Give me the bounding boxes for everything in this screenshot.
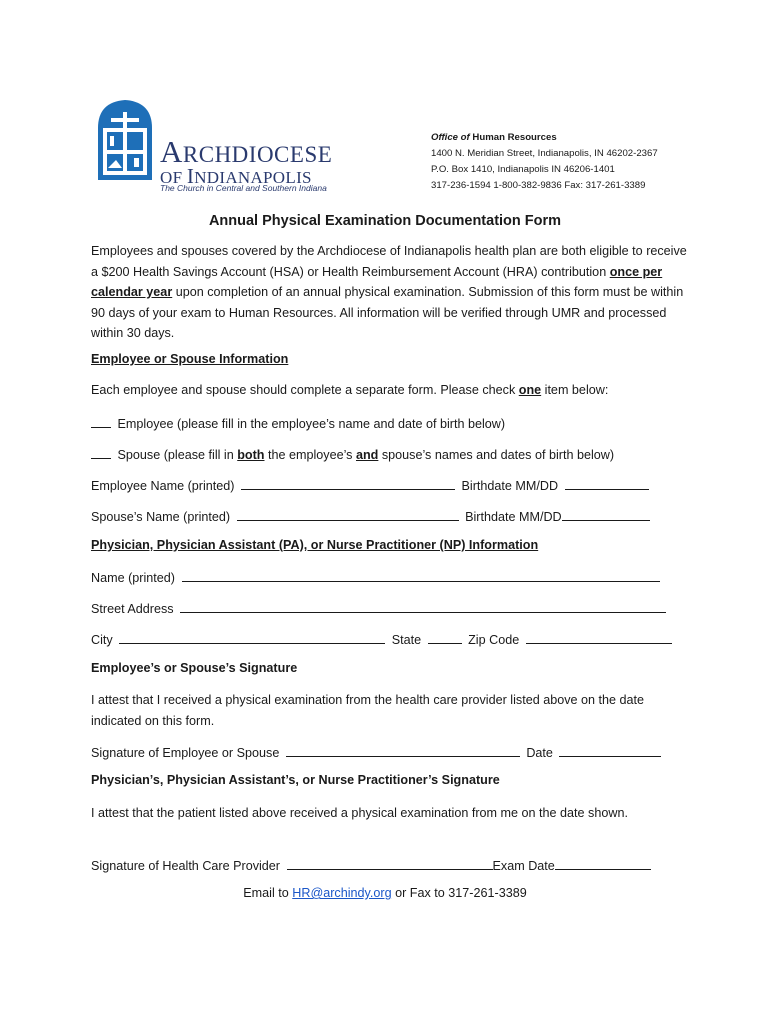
office-pobox: P.O. Box 1410, Indianapolis IN 46206-1401 [431,164,615,175]
employee-birthdate-field[interactable] [565,476,649,490]
city-state-zip-row: City State Zip Code [91,630,675,647]
office-street: 1400 N. Meridian Street, Indianapolis, IN 46202-2367 [431,148,658,159]
form-title: Annual Physical Examination Documentation Form [208,213,562,229]
submission-footer: Email to HR@archindy.org or Fax to 317-261-3389 [243,886,527,900]
spouse-check-blank[interactable] [91,445,111,459]
provider-attest-text: I attest that the patient listed above received a physical examination from me on the date shown. [91,806,628,820]
street-address-field[interactable] [180,599,666,613]
employee-signature-field[interactable] [286,743,520,757]
archdiocese-logo [94,98,354,198]
employee-name-field[interactable] [241,476,455,490]
employee-info-heading: Employee or Spouse Information [91,352,289,366]
exam-date-field[interactable] [555,856,651,870]
employee-signature-heading: Employee’s or Spouse’s Signature [91,661,298,675]
provider-signature-field[interactable] [287,856,493,870]
logo-name: ARCHDIOCESE [160,134,333,169]
physician-info-heading: Physician, Physician Assistant (PA), or Nurse Practitioner (NP) Information [91,538,539,552]
cathedral-window-icon [94,98,156,180]
provider-signature-row: Signature of Health Care Provider Exam Date [91,856,654,873]
option-spouse-row: Spouse (please fill in both the employee’s and spouse’s names and dates of birth below) [91,445,614,462]
employee-check-blank[interactable] [91,414,111,428]
check-instruction: Each employee and spouse should complete a separate form. Please check one item below: [91,383,609,397]
employee-signature-row: Signature of Employee or Spouse Date [91,743,664,760]
employee-attest-text: I attest that I received a physical examination from the health care provider listed above on the date indicated on this form. [91,693,645,728]
spouse-birthdate-field[interactable] [562,507,650,521]
office-phone: 317-236-1594 1-800-382-9836 Fax: 317-261-3389 [431,180,646,191]
physician-name-field[interactable] [182,568,660,582]
employee-name-row: Employee Name (printed) Birthdate MM/DD [91,476,652,493]
option-employee-row: Employee (please fill in the employee’s name and date of birth below) [91,414,505,431]
intro-paragraph: Employees and spouses covered by the Archdiocese of Indianapolis health plan are both eligible to receive a $200 Health Savings Account (HSA) or Health Reimbursement Account (HRA) contribution once per calendar year upon completion of an annual physical examination. Submission of this form must be within 90 days of your exam to Human Resources. All information will be verified through UMR and processed within 30 days. [91,244,687,340]
office-address [431,130,658,194]
logo-tagline: The Church in Central and Southern Indiana [160,183,327,193]
spouse-name-row: Spouse’s Name (printed) Birthdate MM/DD [91,507,653,524]
provider-signature-heading: Physician’s, Physician Assistant’s, or Nurse Practitioner’s Signature [91,773,500,787]
hr-email-link[interactable]: HR@archindy.org [292,886,392,900]
spouse-name-field[interactable] [237,507,459,521]
office-title: Office of Human Resources [431,132,557,143]
physician-name-row: Name (printed) [91,568,663,585]
street-address-row: Street Address [91,599,669,616]
zip-code-field[interactable] [526,630,672,644]
city-field[interactable] [119,630,385,644]
employee-date-field[interactable] [559,743,661,757]
logo-of-indianapolis: OF INDIANAPOLIS [160,164,312,188]
state-field[interactable] [428,630,462,644]
